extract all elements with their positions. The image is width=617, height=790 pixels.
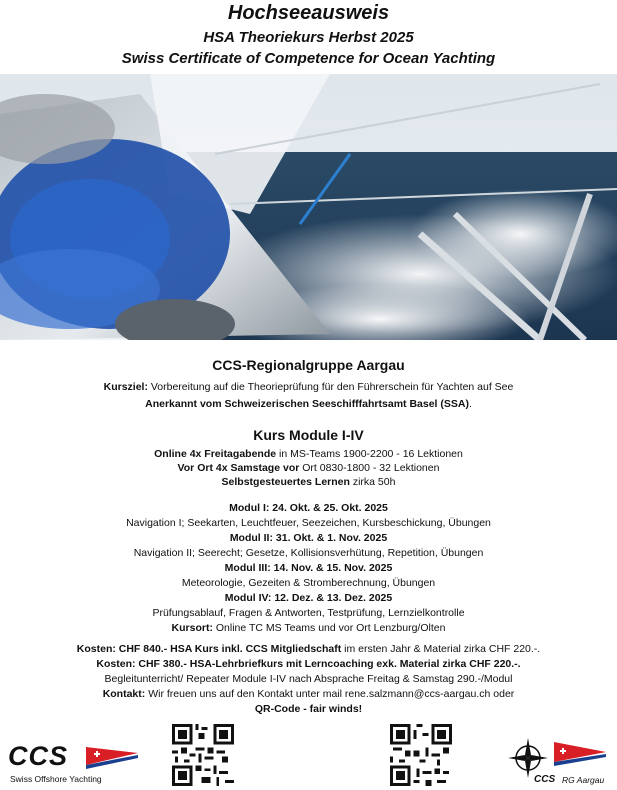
- module-title: Modul IV: 12. Dez. & 13. Dez. 2025: [224, 592, 393, 604]
- sailing-photo: [0, 74, 617, 340]
- ccs-logo-right: [508, 738, 612, 788]
- contact-label: Kontakt:: [102, 688, 146, 700]
- page-title: Hochseeausweis: [227, 2, 390, 24]
- group-heading: CCS-Regionalgruppe Aargau: [212, 357, 405, 373]
- recognition-text: Anerkannt vom Schweizerischen Seeschifffahrtsamt Basel (SSA): [145, 398, 469, 410]
- compass-rose-icon: [508, 738, 548, 778]
- course-goal-text: Vorbereitung auf die Theorieprüfung für den Führerschein für Yachten auf See: [147, 381, 514, 393]
- self-study: [0, 476, 617, 489]
- self-study-label: Selbstgesteuertes Lernen: [221, 476, 350, 488]
- qr-code[interactable]: [172, 724, 234, 786]
- ccs-logo-left: [8, 741, 148, 787]
- course-goal-label: Kursziel:: [103, 381, 148, 393]
- contact-line: [0, 688, 617, 701]
- page-subtitle-english: Swiss Certificate of Competence for Ocean Yachting: [121, 50, 496, 67]
- cost-full-course-label: Kosten: CHF 840.- HSA Kurs inkl. CCS Mitgliedschaft: [76, 643, 342, 655]
- cost-full-course: [0, 643, 617, 656]
- module-topics: Navigation I; Seekarten, Leuchtfeuer, Seezeichen, Kursbeschickung, Übungen: [126, 517, 491, 529]
- self-study-text: zirka 50h: [349, 476, 396, 488]
- ccs-rg-brand: CCS: [534, 774, 556, 785]
- module-topics: Navigation II; Seerecht; Gesetze, Kollisionsverhütung, Repetition, Übungen: [133, 547, 484, 559]
- module-title: Modul III: 14. Nov. & 15. Nov. 2025: [224, 562, 393, 574]
- course-goal: [0, 381, 617, 394]
- swiss-flag-pennant-icon: [86, 747, 138, 771]
- repeater-info: Begleitunterricht/ Repeater Module I-IV nach Absprache Freitag & Samstag 290.-/Modul: [104, 673, 513, 685]
- cost-letter-course: Kosten: CHF 380.- HSA-Lehrbriefkurs mit Lerncoaching exk. Material zirka CHF 220.-.: [96, 658, 521, 670]
- contact-text: Wir freuen uns auf den Kontakt unter mail rene.salzmann@ccs-aargau.ch oder: [145, 688, 515, 700]
- course-location: [0, 622, 617, 635]
- online-sessions: [0, 448, 617, 461]
- onsite-sessions-label: Vor Ort 4x Samstage vor: [177, 462, 300, 474]
- online-sessions-label: Online 4x Freitagabende: [154, 448, 277, 460]
- swiss-flag-pennant-icon: [554, 742, 606, 770]
- module-title: Modul II: 31. Okt. & 1. Nov. 2025: [229, 532, 388, 544]
- recognition-end: .: [468, 398, 472, 410]
- course-location-label: Kursort:: [171, 622, 213, 634]
- online-sessions-text: in MS-Teams 1900-2200 - 16 Lektionen: [276, 448, 463, 460]
- qr-code[interactable]: [390, 724, 452, 786]
- onsite-sessions: [0, 462, 617, 475]
- course-location-text: Online TC MS Teams und vor Ort Lenzburg/Olten: [212, 622, 446, 634]
- course-heading: Kurs Module I-IV: [253, 427, 364, 443]
- ccs-rg-sub: RG Aargau: [562, 775, 605, 785]
- cost-full-course-text: im ersten Jahr & Material zirka CHF 220.-.: [341, 643, 541, 655]
- recognition-line: [0, 398, 617, 411]
- closing-line: QR-Code - fair winds!: [254, 703, 363, 715]
- ccs-logo-tagline: Swiss Offshore Yachting: [10, 774, 102, 784]
- module-topics: Meteorologie, Gezeiten & Stromberechnung, Übungen: [181, 577, 436, 589]
- module-title: Modul I: 24. Okt. & 25. Okt. 2025: [229, 502, 388, 514]
- module-topics: Prüfungsablauf, Fragen & Antworten, Testprüfung, Lernzielkontrolle: [152, 607, 465, 619]
- ccs-logo-brand: CCS: [8, 741, 69, 771]
- page-subtitle: HSA Theoriekurs Herbst 2025: [203, 29, 414, 46]
- onsite-sessions-text: Ort 0830-1800 - 32 Lektionen: [299, 462, 440, 474]
